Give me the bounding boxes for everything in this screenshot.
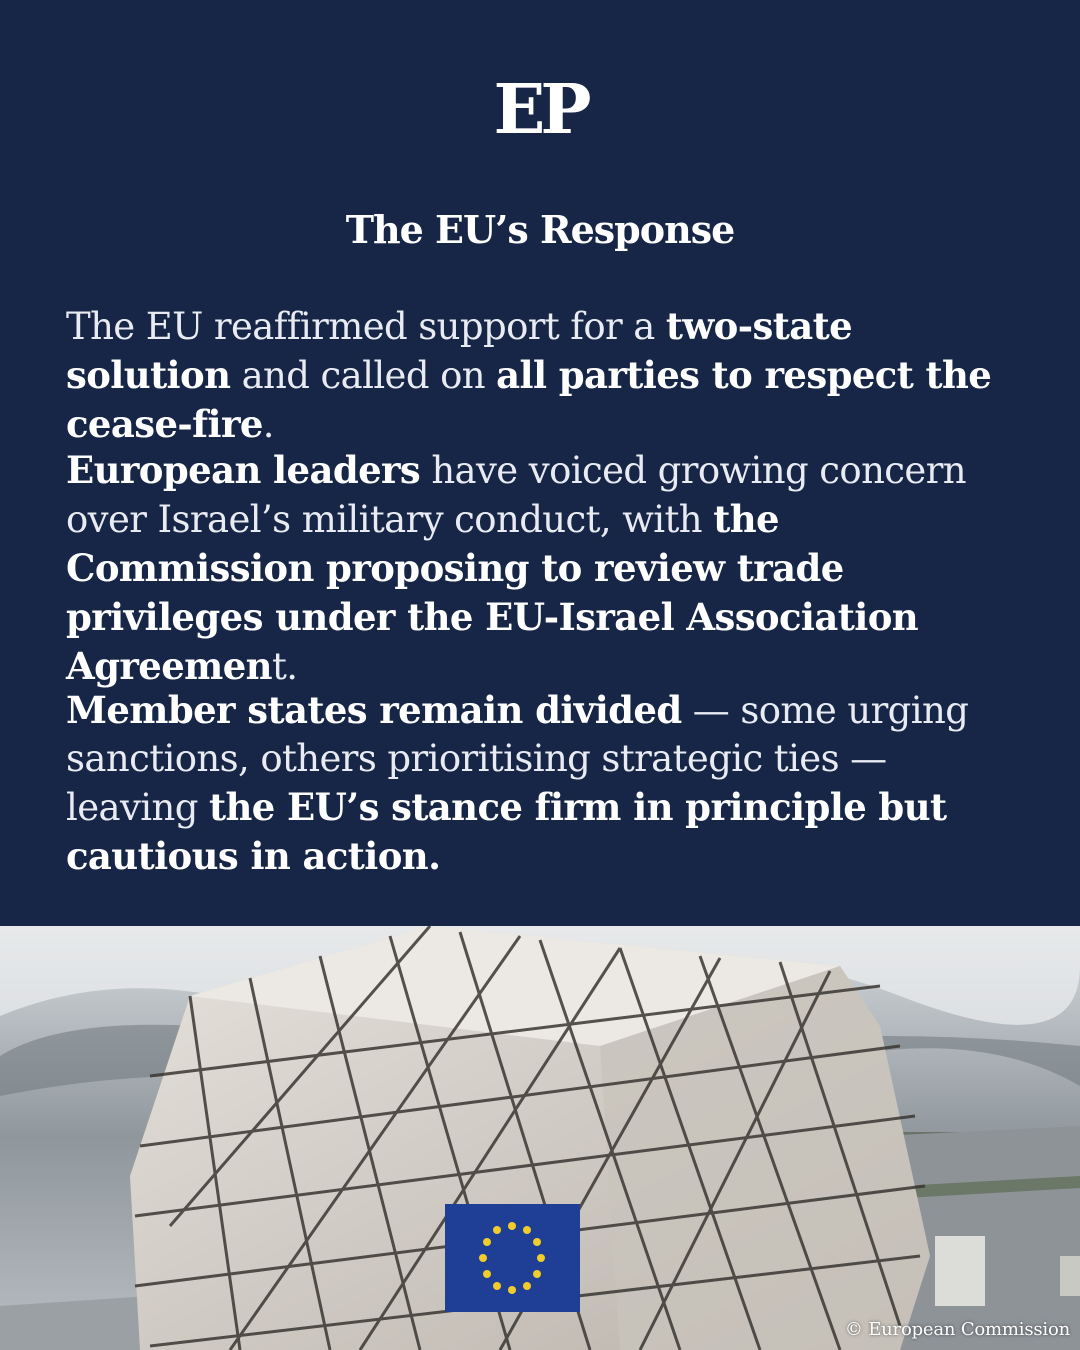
body-text: — some urging sanctions, others prioritising strategic ties — leaving [66,689,969,829]
photo-credit: © European Commission [844,1319,1070,1340]
body-text: and called on [230,354,497,397]
body-text: have voiced growing concern over Israel’s military conduct, with [66,449,967,541]
aid-cargo-photo [0,926,1080,1350]
paragraph-member-states [66,686,1026,881]
emphasis-text: all parties to respect the cease-fire [66,353,992,446]
page-title: The EU’s Response [345,207,735,252]
emphasis-text: Member states remain divided [66,688,682,732]
eu-flag-icon [445,1204,580,1312]
body-text: . [262,403,274,446]
emphasis-text: European leaders [66,448,421,492]
emphasis-text: the EU’s stance firm in principle but cautious in action. [66,785,947,878]
body-text: t. [271,645,298,688]
paragraph-european-leaders [66,446,1026,691]
paragraph-ceasefire [66,302,1026,449]
emphasis-text: two-state solution [66,304,853,397]
ep-logo: EP [493,70,587,150]
body-text: The EU reaffirmed support for a [66,305,666,348]
emphasis-text: the Commission proposing to review trade privileges under the EU-Israel Association Agreemen [66,497,919,688]
